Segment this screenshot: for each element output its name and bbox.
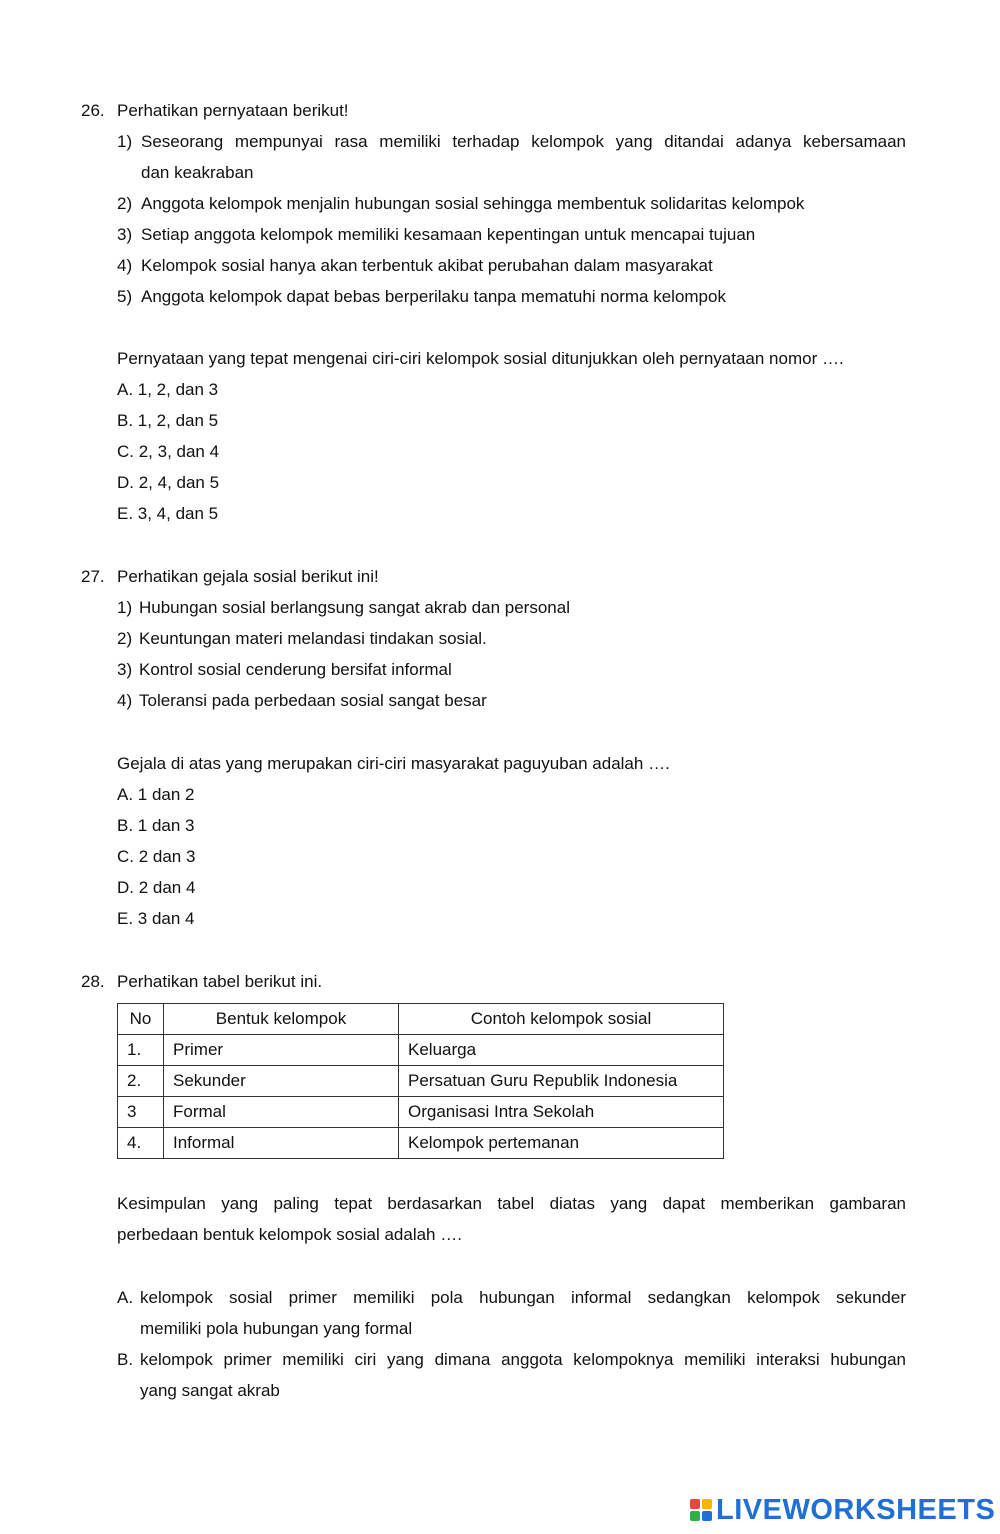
answer-option-e[interactable]: E. 3 dan 4 bbox=[117, 909, 195, 928]
question-28-number: 28. bbox=[81, 972, 105, 991]
table-cell: Kelompok pertemanan bbox=[399, 1128, 724, 1159]
table-cell: Informal bbox=[164, 1128, 399, 1159]
logo-square bbox=[690, 1499, 700, 1509]
statement-number: 2) bbox=[117, 194, 133, 213]
statement-text: Seseorang mempunyai rasa memiliki terhadap kelompok yang ditandai adanya kebersamaan bbox=[141, 132, 906, 151]
answer-option-a[interactable]: kelompok sosial primer memiliki pola hubungan informal sedangkan kelompok sekunder bbox=[140, 1288, 906, 1307]
table-cell: Keluarga bbox=[399, 1035, 724, 1066]
answer-option-a-cont[interactable]: memiliki pola hubungan yang formal bbox=[140, 1319, 413, 1338]
table-header-cell: Contoh kelompok sosial bbox=[399, 1004, 724, 1035]
statement-text: Kontrol sosial cenderung bersifat informal bbox=[139, 660, 452, 679]
question-28-prompt-cont: perbedaan bentuk kelompok sosial adalah …. bbox=[117, 1225, 462, 1244]
statement-number: 4) bbox=[117, 691, 133, 710]
statement-number: 1) bbox=[117, 598, 133, 617]
question-26-number: 26. bbox=[81, 101, 105, 120]
answer-option-d[interactable]: D. 2, 4, dan 5 bbox=[117, 473, 220, 492]
statement-text-cont: dan keakraban bbox=[141, 163, 254, 182]
answer-option-c[interactable]: C. 2, 3, dan 4 bbox=[117, 442, 220, 461]
question-27-prompt: Gejala di atas yang merupakan ciri-ciri masyarakat paguyuban adalah …. bbox=[117, 754, 670, 773]
statement-text: Anggota kelompok menjalin hubungan sosial sehingga membentuk solidaritas kelompok bbox=[141, 194, 805, 213]
table-cell: 4. bbox=[118, 1128, 164, 1159]
brand-name: LIVEWORKSHEETS bbox=[716, 1493, 996, 1526]
table-header-cell: Bentuk kelompok bbox=[164, 1004, 399, 1035]
liveworksheets-logo bbox=[690, 1492, 995, 1528]
statement-number: 4) bbox=[117, 256, 133, 275]
group-types-table bbox=[117, 1003, 724, 1159]
table-cell: Persatuan Guru Republik Indonesia bbox=[399, 1066, 724, 1097]
answer-option-b[interactable]: B. 1 dan 3 bbox=[117, 816, 195, 835]
answer-option-b-cont[interactable]: yang sangat akrab bbox=[140, 1381, 280, 1400]
question-26-stem: Perhatikan pernyataan berikut! bbox=[117, 101, 349, 120]
answer-option-c[interactable]: C. 2 dan 3 bbox=[117, 847, 196, 866]
question-28-stem: Perhatikan tabel berikut ini. bbox=[117, 972, 323, 991]
table-row bbox=[118, 1097, 724, 1128]
statement-number: 2) bbox=[117, 629, 133, 648]
answer-option-a[interactable]: A. 1 dan 2 bbox=[117, 785, 195, 804]
logo-square bbox=[702, 1511, 712, 1521]
logo-mark-icon bbox=[690, 1499, 712, 1521]
table-cell: 3 bbox=[118, 1097, 164, 1128]
question-26-prompt: Pernyataan yang tepat mengenai ciri-ciri kelompok sosial ditunjukkan oleh pernyataan nomor …. bbox=[117, 349, 844, 368]
question-27-number: 27. bbox=[81, 567, 105, 586]
statement-text: Setiap anggota kelompok memiliki kesamaan kepentingan untuk mencapai tujuan bbox=[141, 225, 756, 244]
table-header-cell: No bbox=[118, 1004, 164, 1035]
table-cell: Primer bbox=[164, 1035, 399, 1066]
answer-option-b-label[interactable]: B. bbox=[117, 1350, 134, 1369]
table-cell: Sekunder bbox=[164, 1066, 399, 1097]
statement-number: 3) bbox=[117, 225, 133, 244]
table-cell: Formal bbox=[164, 1097, 399, 1128]
answer-option-b[interactable]: B. 1, 2, dan 5 bbox=[117, 411, 219, 430]
statement-text: Kelompok sosial hanya akan terbentuk akibat perubahan dalam masyarakat bbox=[141, 256, 713, 275]
statement-text: Hubungan sosial berlangsung sangat akrab dan personal bbox=[139, 598, 570, 617]
table-row bbox=[118, 1128, 724, 1159]
logo-square bbox=[702, 1499, 712, 1509]
answer-option-a[interactable]: A. 1, 2, dan 3 bbox=[117, 380, 219, 399]
logo-square bbox=[690, 1511, 700, 1521]
answer-option-a-label[interactable]: A. bbox=[117, 1288, 134, 1307]
answer-option-e[interactable]: E. 3, 4, dan 5 bbox=[117, 504, 219, 523]
table-cell: Organisasi Intra Sekolah bbox=[399, 1097, 724, 1128]
answer-option-b[interactable]: kelompok primer memiliki ciri yang dimana anggota kelompoknya memiliki interaksi hubungan bbox=[140, 1350, 906, 1369]
statement-number: 3) bbox=[117, 660, 133, 679]
statement-number: 5) bbox=[117, 287, 133, 306]
table-row bbox=[118, 1066, 724, 1097]
question-28-prompt: Kesimpulan yang paling tepat berdasarkan tabel diatas yang dapat memberikan gambaran bbox=[117, 1194, 906, 1213]
statement-text: Keuntungan materi melandasi tindakan sosial. bbox=[139, 629, 487, 648]
statement-text: Toleransi pada perbedaan sosial sangat besar bbox=[139, 691, 487, 710]
statement-number: 1) bbox=[117, 132, 133, 151]
table-header-row bbox=[118, 1004, 724, 1035]
table-cell: 1. bbox=[118, 1035, 164, 1066]
statement-text: Anggota kelompok dapat bebas berperilaku tanpa mematuhi norma kelompok bbox=[141, 287, 726, 306]
table-row bbox=[118, 1035, 724, 1066]
answer-option-d[interactable]: D. 2 dan 4 bbox=[117, 878, 196, 897]
table-cell: 2. bbox=[118, 1066, 164, 1097]
question-27-stem: Perhatikan gejala sosial berikut ini! bbox=[117, 567, 379, 586]
